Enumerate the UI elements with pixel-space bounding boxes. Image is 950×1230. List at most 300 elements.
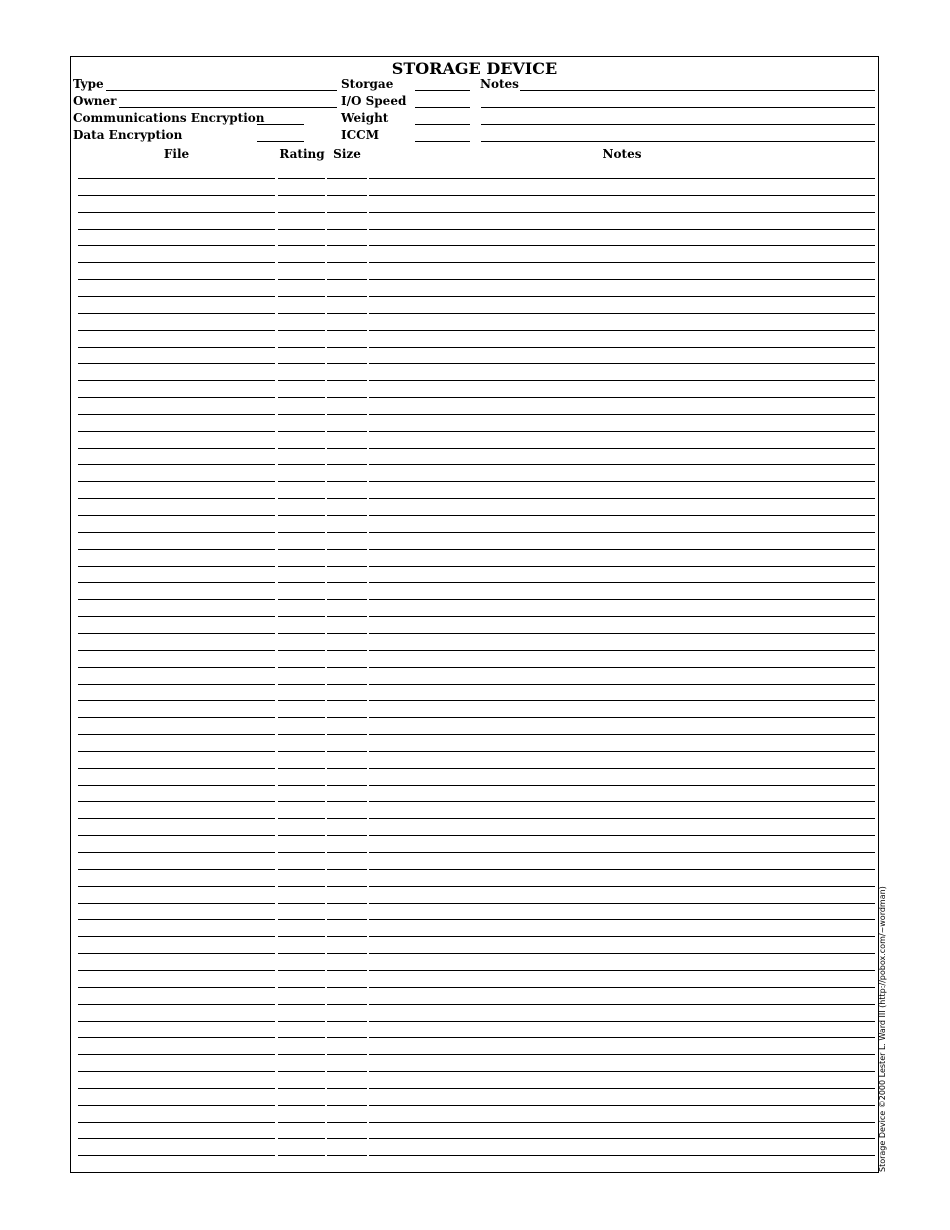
table-row — [71, 835, 878, 852]
rating-cell[interactable] — [278, 717, 325, 718]
notes-cell[interactable] — [369, 178, 875, 179]
table-row — [71, 734, 878, 751]
file-cell[interactable] — [78, 195, 275, 196]
size-cell[interactable] — [327, 1122, 367, 1123]
notes-cell[interactable] — [369, 380, 875, 381]
file-cell[interactable] — [78, 1105, 275, 1106]
table-row — [71, 363, 878, 380]
data-encryption-label: Data Encryption — [73, 128, 183, 142]
size-cell[interactable] — [327, 532, 367, 533]
table-row — [71, 785, 878, 802]
rating-cell[interactable] — [278, 212, 325, 213]
notes-cell[interactable] — [369, 633, 875, 634]
notes-cell[interactable] — [369, 970, 875, 971]
file-cell[interactable] — [78, 532, 275, 533]
table-row — [71, 987, 878, 1004]
table-row — [71, 667, 878, 684]
file-cell[interactable] — [78, 380, 275, 381]
notes-cell[interactable] — [369, 903, 875, 904]
file-cell[interactable] — [78, 734, 275, 735]
notes-cell[interactable] — [369, 919, 875, 920]
size-cell[interactable] — [327, 330, 367, 331]
rating-cell[interactable] — [278, 869, 325, 870]
notes-cell[interactable] — [369, 229, 875, 230]
size-cell[interactable] — [327, 700, 367, 701]
file-cell[interactable] — [78, 582, 275, 583]
file-cell[interactable] — [78, 1088, 275, 1089]
rating-cell[interactable] — [278, 1054, 325, 1055]
notes-cell[interactable] — [369, 667, 875, 668]
rating-cell[interactable] — [278, 279, 325, 280]
notes-cell[interactable] — [369, 498, 875, 499]
file-cell[interactable] — [78, 852, 275, 853]
table-row — [71, 313, 878, 330]
rating-cell[interactable] — [278, 498, 325, 499]
rating-cell[interactable] — [278, 262, 325, 263]
size-cell[interactable] — [327, 582, 367, 583]
table-row — [71, 498, 878, 515]
notes-cell[interactable] — [369, 751, 875, 752]
table-row — [71, 1105, 878, 1122]
notes-cell[interactable] — [369, 515, 875, 516]
file-cell[interactable] — [78, 397, 275, 398]
size-cell[interactable] — [327, 498, 367, 499]
table-row — [71, 751, 878, 768]
notes-cell[interactable] — [369, 734, 875, 735]
rating-cell[interactable] — [278, 633, 325, 634]
file-cell[interactable] — [78, 700, 275, 701]
rating-cell[interactable] — [278, 1071, 325, 1072]
table-row — [71, 768, 878, 785]
rating-cell[interactable] — [278, 684, 325, 685]
notes-cell[interactable] — [369, 1155, 875, 1156]
notes-cell[interactable] — [369, 1037, 875, 1038]
rating-cell[interactable] — [278, 919, 325, 920]
size-cell[interactable] — [327, 414, 367, 415]
size-cell[interactable] — [327, 279, 367, 280]
file-cell[interactable] — [78, 1155, 275, 1156]
notes-cell[interactable] — [369, 1071, 875, 1072]
rating-cell[interactable] — [278, 464, 325, 465]
size-cell[interactable] — [327, 296, 367, 297]
notes-cell[interactable] — [369, 936, 875, 937]
notes-cell[interactable] — [369, 330, 875, 331]
owner-label: Owner — [73, 94, 117, 108]
file-cell[interactable] — [78, 178, 275, 179]
size-cell[interactable] — [327, 785, 367, 786]
size-cell[interactable] — [327, 397, 367, 398]
file-cell[interactable] — [78, 801, 275, 802]
notes-cell[interactable] — [369, 886, 875, 887]
table-row — [71, 903, 878, 920]
notes-cell[interactable] — [369, 852, 875, 853]
notes-cell[interactable] — [369, 801, 875, 802]
size-cell[interactable] — [327, 195, 367, 196]
file-cell[interactable] — [78, 667, 275, 668]
file-cell[interactable] — [78, 919, 275, 920]
size-cell[interactable] — [327, 363, 367, 364]
copyright-credit: Storage Device ©2000 Lester L. Ward III (http://pobox.com/~wordman) — [878, 886, 887, 1172]
table-row — [71, 650, 878, 667]
notes-cell[interactable] — [369, 1054, 875, 1055]
rating-cell[interactable] — [278, 1088, 325, 1089]
size-cell[interactable] — [327, 953, 367, 954]
rating-cell[interactable] — [278, 414, 325, 415]
rating-cell[interactable] — [278, 599, 325, 600]
notes-cell[interactable] — [369, 869, 875, 870]
size-cell[interactable] — [327, 245, 367, 246]
file-cell[interactable] — [78, 785, 275, 786]
file-cell[interactable] — [78, 229, 275, 230]
notes-cell[interactable] — [369, 835, 875, 836]
size-cell[interactable] — [327, 869, 367, 870]
file-cell[interactable] — [78, 768, 275, 769]
file-cell[interactable] — [78, 1004, 275, 1005]
size-cell[interactable] — [327, 178, 367, 179]
file-cell[interactable] — [78, 414, 275, 415]
table-row — [71, 684, 878, 701]
file-cell[interactable] — [78, 987, 275, 988]
file-cell[interactable] — [78, 903, 275, 904]
notes-cell[interactable] — [369, 262, 875, 263]
rating-cell[interactable] — [278, 1138, 325, 1139]
table-row — [71, 1037, 878, 1054]
size-cell[interactable] — [327, 717, 367, 718]
notes-cell[interactable] — [369, 448, 875, 449]
rating-cell[interactable] — [278, 1004, 325, 1005]
file-cell[interactable] — [78, 970, 275, 971]
notes-cell[interactable] — [369, 1021, 875, 1022]
io-speed-label: I/O Speed — [341, 94, 407, 108]
table-row — [71, 717, 878, 734]
notes-cell[interactable] — [369, 313, 875, 314]
notes-cell[interactable] — [369, 363, 875, 364]
rating-cell[interactable] — [278, 296, 325, 297]
table-row — [71, 1122, 878, 1139]
rating-cell[interactable] — [278, 515, 325, 516]
type-label: Type — [73, 77, 104, 91]
page-title: STORAGE DEVICE — [391, 59, 558, 78]
table-row — [71, 869, 878, 886]
table-row — [71, 414, 878, 431]
size-cell[interactable] — [327, 566, 367, 567]
file-cell[interactable] — [78, 751, 275, 752]
size-cell[interactable] — [327, 616, 367, 617]
size-cell[interactable] — [327, 481, 367, 482]
rating-cell[interactable] — [278, 532, 325, 533]
notes-cell[interactable] — [369, 279, 875, 280]
table-row — [71, 347, 878, 364]
notes-cell[interactable] — [369, 347, 875, 348]
file-cell[interactable] — [78, 566, 275, 567]
size-cell[interactable] — [327, 818, 367, 819]
file-cell[interactable] — [78, 936, 275, 937]
size-cell[interactable] — [327, 464, 367, 465]
file-cell[interactable] — [78, 481, 275, 482]
rating-cell[interactable] — [278, 751, 325, 752]
notes-cell[interactable] — [369, 616, 875, 617]
notes-cell[interactable] — [369, 212, 875, 213]
rating-cell[interactable] — [278, 481, 325, 482]
rating-cell[interactable] — [278, 785, 325, 786]
file-cell[interactable] — [78, 869, 275, 870]
rating-cell[interactable] — [278, 1021, 325, 1022]
size-cell[interactable] — [327, 936, 367, 937]
rating-cell[interactable] — [278, 987, 325, 988]
size-cell[interactable] — [327, 987, 367, 988]
file-cell[interactable] — [78, 1138, 275, 1139]
rating-cell[interactable] — [278, 1037, 325, 1038]
file-cell[interactable] — [78, 262, 275, 263]
size-cell[interactable] — [327, 1004, 367, 1005]
file-cell[interactable] — [78, 1054, 275, 1055]
file-cell[interactable] — [78, 279, 275, 280]
table-row — [71, 818, 878, 835]
size-cell[interactable] — [327, 633, 367, 634]
rating-cell[interactable] — [278, 936, 325, 937]
file-cell[interactable] — [78, 1071, 275, 1072]
table-row — [71, 1088, 878, 1105]
file-cell[interactable] — [78, 498, 275, 499]
rating-cell[interactable] — [278, 448, 325, 449]
rating-cell[interactable] — [278, 363, 325, 364]
notes-cell[interactable] — [369, 397, 875, 398]
file-cell[interactable] — [78, 650, 275, 651]
size-cell[interactable] — [327, 768, 367, 769]
rating-cell[interactable] — [278, 903, 325, 904]
size-cell[interactable] — [327, 1037, 367, 1038]
rating-cell[interactable] — [278, 1122, 325, 1123]
notes-cell[interactable] — [369, 599, 875, 600]
file-cell[interactable] — [78, 633, 275, 634]
size-cell[interactable] — [327, 1054, 367, 1055]
table-row — [71, 549, 878, 566]
size-cell[interactable] — [327, 835, 367, 836]
size-cell[interactable] — [327, 549, 367, 550]
file-cell[interactable] — [78, 431, 275, 432]
file-cell[interactable] — [78, 717, 275, 718]
table-row — [71, 448, 878, 465]
rating-cell[interactable] — [278, 768, 325, 769]
size-cell[interactable] — [327, 212, 367, 213]
size-cell[interactable] — [327, 1088, 367, 1089]
file-cell[interactable] — [78, 296, 275, 297]
size-cell[interactable] — [327, 229, 367, 230]
file-cell[interactable] — [78, 330, 275, 331]
notes-column-header: Notes — [602, 147, 642, 161]
notes-cell[interactable] — [369, 245, 875, 246]
notes-cell[interactable] — [369, 296, 875, 297]
notes-cell[interactable] — [369, 414, 875, 415]
rating-cell[interactable] — [278, 397, 325, 398]
file-cell[interactable] — [78, 464, 275, 465]
file-cell[interactable] — [78, 684, 275, 685]
notes-label: Notes — [480, 77, 519, 91]
file-cell[interactable] — [78, 245, 275, 246]
notes-cell[interactable] — [369, 566, 875, 567]
notes-cell[interactable] — [369, 818, 875, 819]
table-row — [71, 195, 878, 212]
notes-cell[interactable] — [369, 700, 875, 701]
file-cell[interactable] — [78, 448, 275, 449]
rating-cell[interactable] — [278, 245, 325, 246]
size-cell[interactable] — [327, 380, 367, 381]
notes-cell[interactable] — [369, 549, 875, 550]
notes-cell[interactable] — [369, 987, 875, 988]
notes-cell[interactable] — [369, 1105, 875, 1106]
rating-cell[interactable] — [278, 380, 325, 381]
size-cell[interactable] — [327, 448, 367, 449]
size-cell[interactable] — [327, 751, 367, 752]
notes-cell[interactable] — [369, 1088, 875, 1089]
table-row — [71, 633, 878, 650]
notes-cell[interactable] — [369, 1004, 875, 1005]
file-cell[interactable] — [78, 818, 275, 819]
size-cell[interactable] — [327, 801, 367, 802]
table-row — [71, 212, 878, 229]
notes-cell[interactable] — [369, 785, 875, 786]
table-row — [71, 1054, 878, 1071]
table-row — [71, 1004, 878, 1021]
notes-cell[interactable] — [369, 1172, 875, 1173]
notes-cell[interactable] — [369, 1138, 875, 1139]
rating-cell[interactable] — [278, 195, 325, 196]
notes-cell[interactable] — [369, 684, 875, 685]
file-cell[interactable] — [78, 1172, 275, 1173]
table-row — [71, 431, 878, 448]
rating-cell[interactable] — [278, 1105, 325, 1106]
size-column-header: Size — [333, 147, 361, 161]
table-row — [71, 1138, 878, 1155]
size-cell[interactable] — [327, 347, 367, 348]
size-cell[interactable] — [327, 1155, 367, 1156]
rating-cell[interactable] — [278, 347, 325, 348]
rating-cell[interactable] — [278, 549, 325, 550]
notes-cell[interactable] — [369, 582, 875, 583]
table-row — [71, 566, 878, 583]
rating-cell[interactable] — [278, 1172, 325, 1173]
rating-cell[interactable] — [278, 852, 325, 853]
notes-cell[interactable] — [369, 195, 875, 196]
rating-column-header: Rating — [279, 147, 325, 161]
notes-cell[interactable] — [369, 532, 875, 533]
table-row — [71, 616, 878, 633]
notes-cell[interactable] — [369, 717, 875, 718]
table-row — [71, 481, 878, 498]
notes-cell[interactable] — [369, 1122, 875, 1123]
rating-cell[interactable] — [278, 970, 325, 971]
rating-cell[interactable] — [278, 1155, 325, 1156]
rating-cell[interactable] — [278, 953, 325, 954]
file-cell[interactable] — [78, 953, 275, 954]
rating-cell[interactable] — [278, 734, 325, 735]
file-cell[interactable] — [78, 347, 275, 348]
notes-cell[interactable] — [369, 650, 875, 651]
size-cell[interactable] — [327, 886, 367, 887]
size-cell[interactable] — [327, 970, 367, 971]
table-row — [71, 380, 878, 397]
table-row — [71, 1172, 878, 1189]
file-cell[interactable] — [78, 1037, 275, 1038]
file-cell[interactable] — [78, 616, 275, 617]
storage-device-sheet — [70, 56, 879, 1173]
size-cell[interactable] — [327, 431, 367, 432]
rating-cell[interactable] — [278, 178, 325, 179]
rating-cell[interactable] — [278, 700, 325, 701]
file-cell[interactable] — [78, 515, 275, 516]
file-cell[interactable] — [78, 1122, 275, 1123]
size-cell[interactable] — [327, 684, 367, 685]
rating-cell[interactable] — [278, 801, 325, 802]
table-row — [71, 178, 878, 195]
size-cell[interactable] — [327, 852, 367, 853]
rating-cell[interactable] — [278, 818, 325, 819]
size-cell[interactable] — [327, 919, 367, 920]
table-row — [71, 397, 878, 414]
rating-cell[interactable] — [278, 835, 325, 836]
rating-cell[interactable] — [278, 229, 325, 230]
rating-cell[interactable] — [278, 886, 325, 887]
size-cell[interactable] — [327, 313, 367, 314]
rating-cell[interactable] — [278, 650, 325, 651]
size-cell[interactable] — [327, 1071, 367, 1072]
rating-cell[interactable] — [278, 313, 325, 314]
file-cell[interactable] — [78, 886, 275, 887]
rating-cell[interactable] — [278, 330, 325, 331]
table-row — [71, 599, 878, 616]
notes-cell[interactable] — [369, 768, 875, 769]
size-cell[interactable] — [327, 1021, 367, 1022]
size-cell[interactable] — [327, 734, 367, 735]
table-row — [71, 936, 878, 953]
table-row — [71, 262, 878, 279]
file-cell[interactable] — [78, 835, 275, 836]
size-cell[interactable] — [327, 1172, 367, 1173]
file-cell[interactable] — [78, 212, 275, 213]
size-cell[interactable] — [327, 650, 367, 651]
notes-cell[interactable] — [369, 953, 875, 954]
table-row — [71, 532, 878, 549]
file-cell[interactable] — [78, 313, 275, 314]
rating-cell[interactable] — [278, 667, 325, 668]
size-cell[interactable] — [327, 262, 367, 263]
rating-cell[interactable] — [278, 616, 325, 617]
table-row — [71, 245, 878, 262]
rating-cell[interactable] — [278, 431, 325, 432]
table-row — [71, 700, 878, 717]
notes-cell[interactable] — [369, 481, 875, 482]
size-cell[interactable] — [327, 515, 367, 516]
file-cell[interactable] — [78, 549, 275, 550]
communications-encryption-label: Communications Encryption — [73, 111, 265, 125]
table-row — [71, 582, 878, 599]
rating-cell[interactable] — [278, 566, 325, 567]
size-cell[interactable] — [327, 1138, 367, 1139]
table-row — [71, 953, 878, 970]
file-cell[interactable] — [78, 363, 275, 364]
rating-cell[interactable] — [278, 582, 325, 583]
size-cell[interactable] — [327, 667, 367, 668]
size-cell[interactable] — [327, 903, 367, 904]
table-row — [71, 296, 878, 313]
notes-cell[interactable] — [369, 464, 875, 465]
iccm-label: ICCM — [341, 128, 379, 142]
file-cell[interactable] — [78, 599, 275, 600]
size-cell[interactable] — [327, 1105, 367, 1106]
file-cell[interactable] — [78, 1021, 275, 1022]
size-cell[interactable] — [327, 599, 367, 600]
notes-cell[interactable] — [369, 431, 875, 432]
